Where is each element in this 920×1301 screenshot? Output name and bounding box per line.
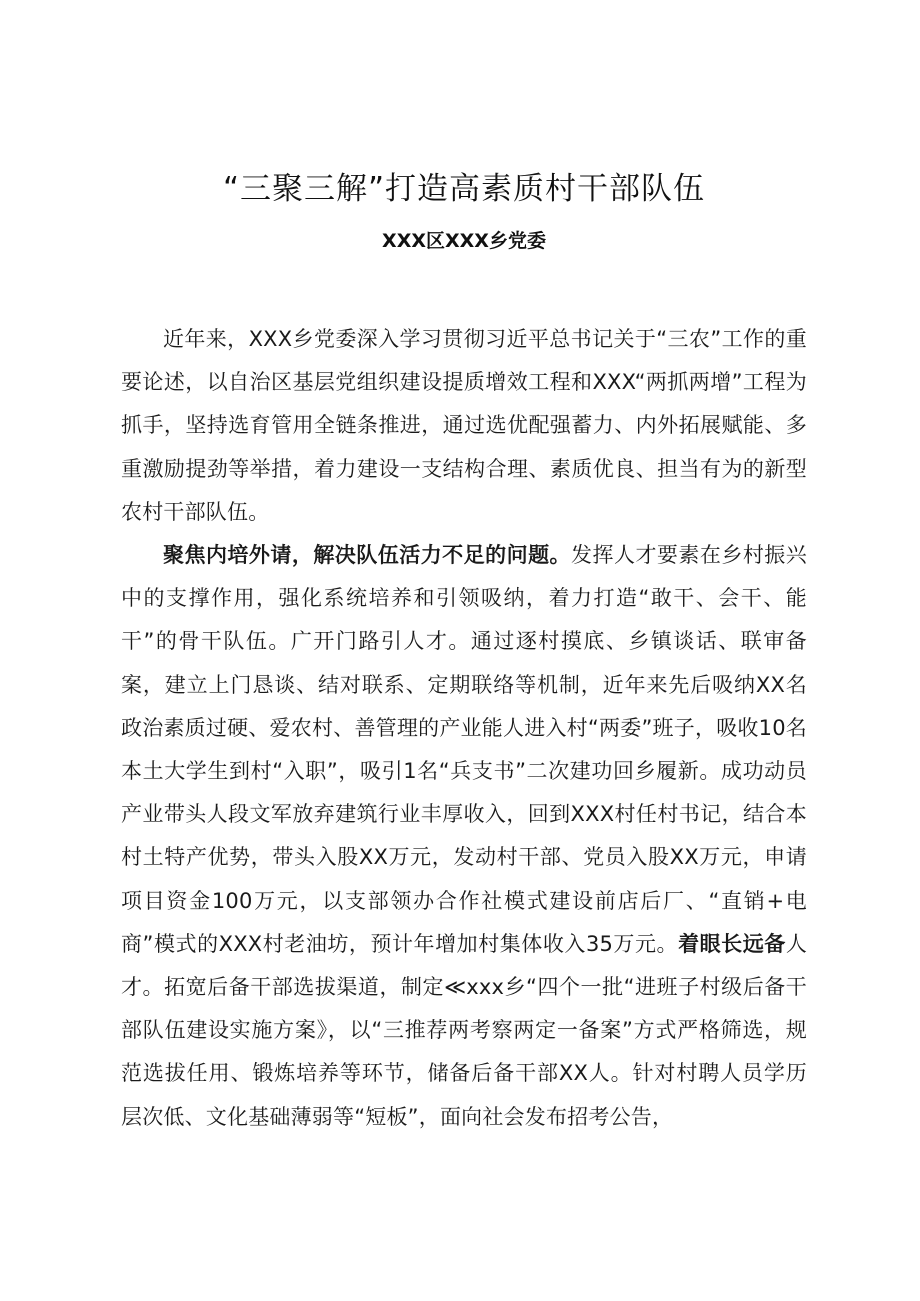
document-body bbox=[121, 318, 807, 1139]
section-heading: 聚焦内培外请，解决队伍活力不足的问题。 bbox=[163, 543, 572, 568]
document-title: “三聚三解”打造高素质村干部队伍 bbox=[222, 171, 706, 207]
paragraph-section-1-text: 发挥人才要素在乡村振兴中的支撑作用，强化系统培养和引领吸纳，着力打造“敢干、会干、能干”的骨干队伍。广开门路引人才。通过逐村摸底、乡镇谈话、联审备案，建立上门恳谈、结对联系、定期联络等机制，近年来先后吸纳XX名政治素质过硬、爱农村、善管理的产业能人进入村“两委”班子，吸收10名本土大学生到村“入职”，吸引1名“兵支书”二次建功回乡履新。成功动员产业带头人段文军放弃建筑行业丰厚收入，回到XXX村任村书记，结合本村土特产优势，带头入股XX万元，发动村干部、党员入股XX万元，申请项目资金100万元，以支部领办合作社模式建设前店后厂、“直销+电商”模式的XXX村老油坊，预计年增加村集体收入35万元。 bbox=[121, 543, 807, 956]
paragraph-intro bbox=[121, 318, 807, 534]
paragraph-section-1-continued: 人才。拓宽后备干部选拔渠道，制定≪xxx乡“四个一批“进班子村级后备干部队伍建设实施方案》，以“三推荐两考察两定一备案”方式严格筛选，规范选拔任用、锻炼培养等环节，储备后备干部XX人。针对村聘人员学历层次低、文化基础薄弱等“短板”，面向社会发布招考公告， bbox=[121, 931, 808, 1129]
subsection-heading-bold: 着眼长远备 bbox=[678, 931, 786, 956]
paragraph-intro-text: 近年来，XXX乡党委深入学习贯彻习近平总书记关于“三农”工作的重要论述，以自治区基层党组织建设提质增效工程和XXX“两抓两增”工程为抓手，坚持选育管用全链条推进，通过选优配强蓄力、内外拓展赋能、多重激励提劲等举措，着力建设一支结构合理、素质优良、担当有为的新型农村干部队伍。 bbox=[121, 327, 807, 524]
paragraph-section-1 bbox=[121, 534, 807, 1139]
document-subtitle: XXX区XXX乡党委 bbox=[382, 230, 546, 252]
